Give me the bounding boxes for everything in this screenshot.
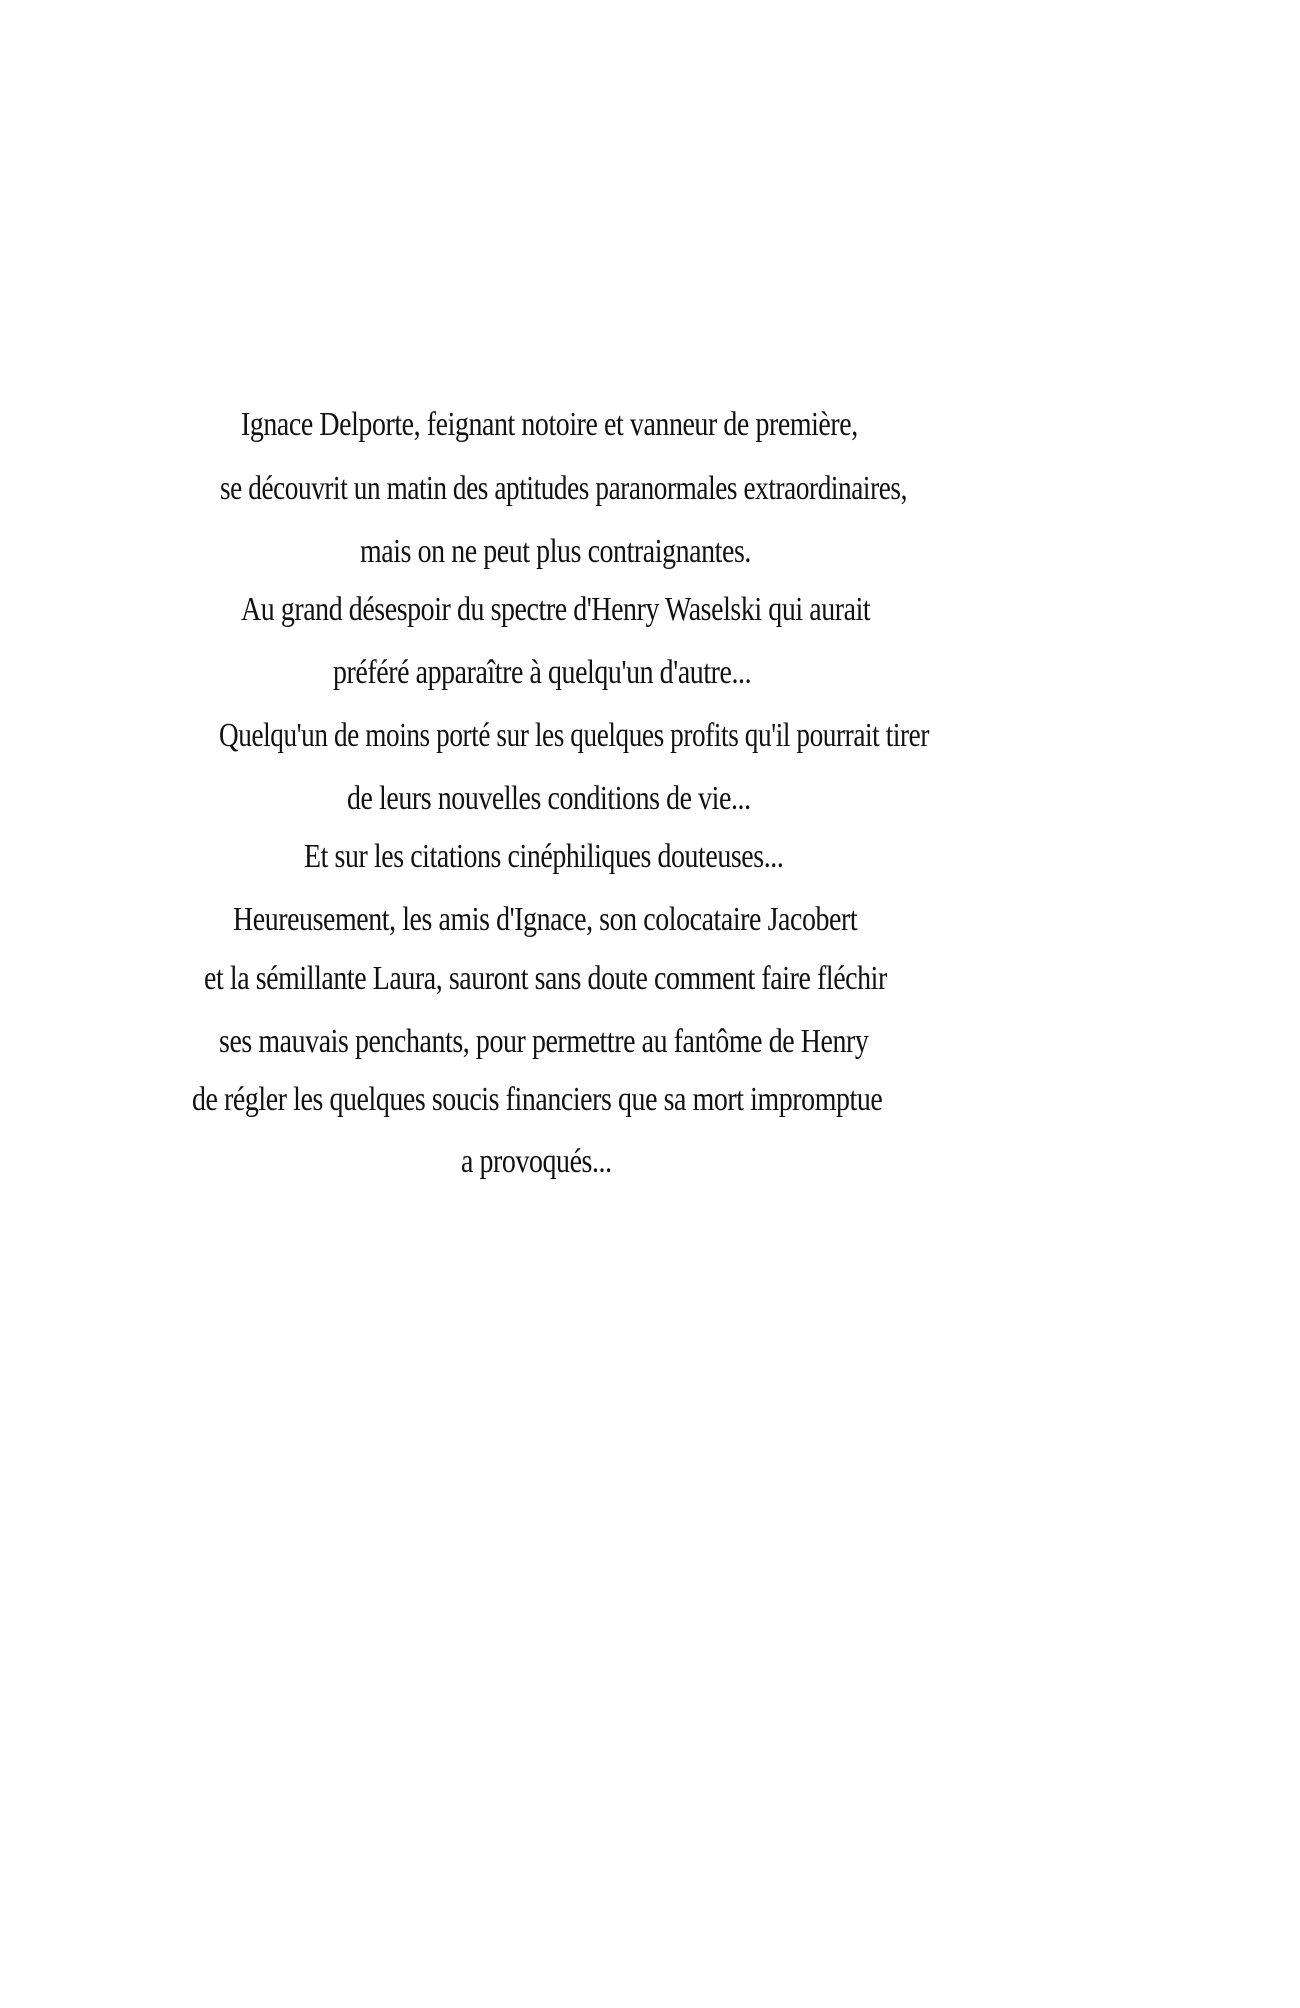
blurb-line: a provoqués... — [461, 1143, 612, 1180]
blurb-line: se découvrit un matin des aptitudes paranormales extraordinaires, — [220, 470, 908, 507]
blurb-line: Quelqu'un de moins porté sur les quelques profits qu'il pourrait tirer — [219, 717, 930, 754]
blurb-line: de leurs nouvelles conditions de vie... — [347, 780, 751, 817]
blurb-line: et la sémillante Laura, sauront sans doute comment faire fléchir — [204, 960, 887, 997]
blurb-line: de régler les quelques soucis financiers que sa mort impromptue — [192, 1081, 883, 1118]
blurb-line: ses mauvais penchants, pour permettre au fantôme de Henry — [219, 1023, 869, 1060]
blurb-line: Heureusement, les amis d'Ignace, son colocataire Jacobert — [233, 901, 858, 938]
blurb-line: mais on ne peut plus contraignantes. — [360, 533, 751, 570]
blurb-line: Au grand désespoir du spectre d'Henry Waselski qui aurait — [241, 591, 871, 628]
blurb-line: Ignace Delporte, feignant notoire et vanneur de première, — [241, 406, 858, 443]
blurb-line: Et sur les citations cinéphiliques douteuses... — [304, 838, 784, 875]
blurb-line: préféré apparaître à quelqu'un d'autre... — [333, 654, 752, 691]
